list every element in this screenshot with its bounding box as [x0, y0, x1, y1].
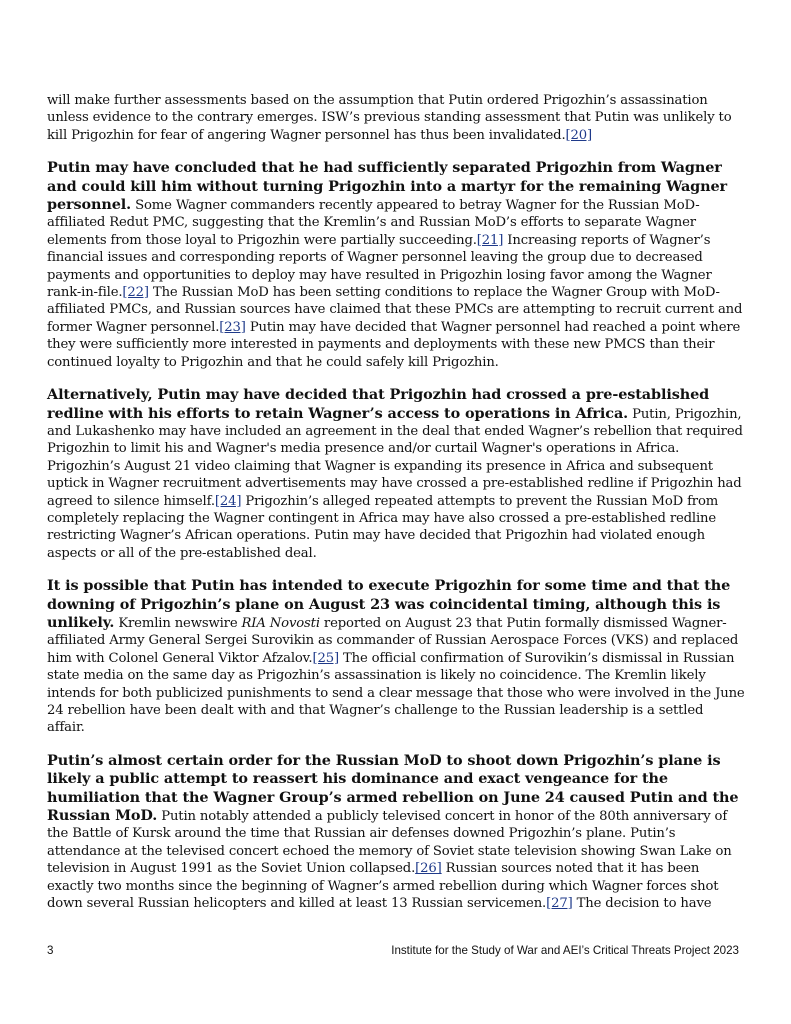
citation-link[interactable]: [22] — [122, 285, 149, 301]
footer-organization: Institute for the Study of War and AEI’s Critical Threats Project 2023 — [391, 944, 739, 957]
paragraph — [47, 577, 745, 737]
body-text-run: The Russian MoD has been setting conditions to replace the Wagner Group with MoD-affiliated PMCs, and Russian sources have claimed that these PMCs are attempting to recruit current and former Wagner personnel. — [47, 285, 743, 335]
paragraph — [47, 92, 745, 144]
body-text-run: Some Wagner commanders recently appeared to betray Wagner for the Russian MoD-affiliated Redut PMC, suggesting that the Kremlin’s and Russian MoD’s efforts to separate Wagner elements from those loyal to Prigozhin were partially succeeding. — [47, 198, 700, 248]
lead-sentence: It is possible that Putin has intended to execute Prigozhin for some time and that the downing of Prigozhin’s plane on August 23 was coincidental timing, although this is unlikely. — [47, 577, 731, 631]
body-text-run: Russian sources noted that it has been exactly two months since the beginning of Wagner’s armed rebellion during which Wagner forces shot down several Russian helicopters and killed at least 13 Russian servicemen. — [47, 861, 719, 912]
lead-sentence: Alternatively, Putin may have decided that Prigozhin had crossed a pre-established redline with his efforts to retain Wagner’s access to operations in Africa. — [47, 386, 710, 422]
citation-link[interactable]: [23] — [219, 319, 246, 335]
citation-link[interactable]: [27] — [546, 896, 573, 912]
body-text-run: will make further assessments based on the assumption that Putin ordered Prigozhin’s assassination unless evidence to the contrary emerges. ISW’s previous standing assessment that Putin was unlikely to kill Prigozhin for fear of angering Wagner personnel has thus been invalidated. — [47, 93, 732, 143]
italic-text: RIA Novosti — [241, 615, 320, 631]
body-text-run: Kremlin newswire — [114, 615, 242, 631]
body-text-run: Putin notably attended a publicly televised concert in honor of the 80th anniversary of the Battle of Kursk around the time that Russian air defenses downed Prigozhin’s plane. Putin’s attendance at the televised concert echoed the memory of Soviet state television showing Swan Lake on television in August 1991 as the Soviet Union collapsed. — [47, 809, 732, 877]
body-text-run: Increasing reports of Wagner’s financial issues and corresponding reports of Wagner personnel leaving the group due to decreased payments and opportunities to deploy may have resulted in Prigozhin losing favor among the Wagner rank-in-file. — [47, 232, 712, 301]
body-text-run: The decision to have — [572, 896, 712, 912]
paragraph — [47, 159, 745, 371]
body-text-run: The official confirmation of Surovikin’s dismissal in Russian state media on the same day as Prigozhin’s assassination is likely no coincidence. The Kremlin likely intends for both publicized punishments to send a clear message that those who were involved in the June 24 rebellion have been dealt with and that Wagner’s challenge to the Russian leadership is a settled affair. — [47, 650, 745, 736]
citation-link[interactable]: [24] — [214, 493, 242, 509]
citation-link[interactable]: [25] — [312, 650, 339, 666]
citation-link[interactable]: [26] — [415, 861, 442, 877]
lead-sentence: Putin’s almost certain order for the Russian MoD to shoot down Prigozhin’s plane is likely a public attempt to reassert his dominance and exact vengeance for the humiliation that the Wagner Group’s armed rebellion on June 24 caused Putin and the Russian MoD. — [47, 751, 739, 825]
body-text-run: Prigozhin’s alleged repeated attempts to prevent the Russian MoD from completely replacing the Wagner contingent in Africa may have also crossed a pre-established redline restricting Wagner’s African operations. Putin may have decided that Prigozhin had violated enough aspects or all of the pre-established deal. — [47, 493, 719, 561]
citation-link[interactable]: [20] — [565, 127, 592, 143]
body-text-run: reported on August 23 that Putin formally dismissed Wagner-affiliated Army General Sergei Surovikin as commander of Russian Aerospace Forces (VKS) and replaced him with Colonel General Viktor Afzalov. — [47, 615, 739, 666]
citation-link[interactable]: [21] — [476, 232, 504, 248]
body-text-run: Putin, Prigozhin, and Lukashenko may have included an agreement in the deal that ended Wagner’s rebellion that required Prigozhin to limit his and Wagner's media presence and/or curtail Wagner's operations in Africa. Prigozhin’s August 21 video claiming that Wagner is expanding its presence in Africa and subsequent uptick in Wagner recruitment advertisements may have crossed a pre-established redline if Prigozhin had agreed to silence himself. — [47, 406, 743, 509]
paragraph — [47, 752, 745, 913]
body-text-run: Putin may have decided that Wagner personnel had reached a point where they were sufficiently more interested in payments and deployments with these new PMCS than their continued loyalty to Prigozhin and that he could safely kill Prigozhin. — [47, 319, 741, 370]
body-text — [47, 92, 745, 927]
page-number: 3 — [47, 944, 54, 957]
lead-sentence: Putin may have concluded that he had sufficiently separated Prigozhin from Wagner and could kill him without turning Prigozhin into a martyr for the remaining Wagner personnel. — [47, 159, 728, 214]
paragraph — [47, 386, 745, 562]
